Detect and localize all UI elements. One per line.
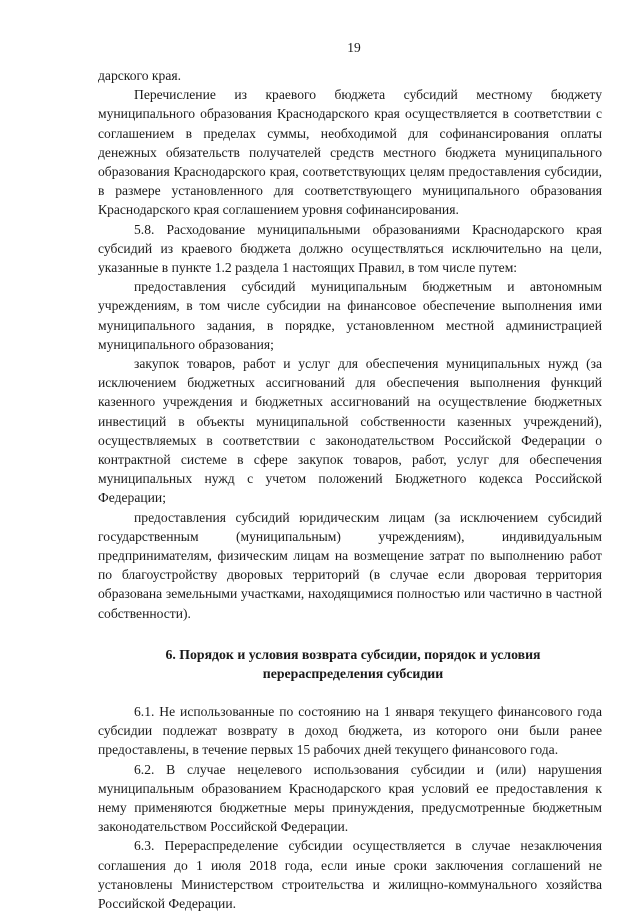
paragraph-transfer-subsidies: Перечисление из краевого бюджета субсидий местному бюджету муниципального образования Краснодарского края осуществляется в соответствии с соглашением в пределах суммы, необходимой для софинансирования оплаты денежных обязательств получателей средств местного бюджета муниципального образования Краснодарского края, соответствующих целям предоставления субсидии, в размере установленного для соответствующего муниципального образования Краснодарского края соглашением уровня софинансирования. bbox=[98, 87, 602, 218]
paragraph-5-8: 5.8. Расходование муниципальными образованиями Краснодарского края субсидий из краевого бюджета должно осуществляться исключительно на цели, указанные в пункте 1.2 раздела 1 настоящих Правил, в том числе путем: bbox=[98, 221, 602, 276]
paragraph-6-1: 6.1. Не использованные по состоянию на 1 января текущего финансового года субсидии подлежат возврату в доход бюджета, из которого они были ранее предоставлены, в течение первых 15 рабочих дней текущего финансового года. bbox=[98, 703, 602, 758]
paragraph-5-8-item-legal-entities: предоставления субсидий юридическим лицам (за исключением субсидий государственным (муниципальным) учреждениям), индивидуальным предпринимателям, физическим лицам на возмещение затрат по выполнению работ по благоустройству дворовых территорий (в случае если дворовая территория образована земельными участками, находящимися полностью или частично в частной собственности). bbox=[98, 509, 602, 621]
paragraph-6-3: 6.3. Перераспределение субсидии осуществляется в случае незаключения соглашения до 1 июля 2018 года, если иные сроки заключения соглашений не установлены Министерством строительства и жилищно-коммунального хозяйства Российской Федерации. bbox=[98, 838, 602, 911]
paragraph-6-2: 6.2. В случае нецелевого использования субсидии и (или) нарушения муниципальным образованием Краснодарского края условий ее предоставления к нему применяются бюджетные меры принуждения, предусмотренные бюджетным законодательством Российской Федерации. bbox=[98, 761, 602, 835]
page-number: 19 bbox=[347, 40, 361, 55]
paragraph-continuation: дарского края. bbox=[98, 68, 182, 83]
paragraph-5-8-item-procurement: закупок товаров, работ и услуг для обеспечения муниципальных нужд (за исключением бюджетных ассигнований для обеспечения выполнения функций казенного учреждения и бюджетных ассигнований на осуществление бюджетных инвестиций в объекты муниципальной собственности казенных учреждений), осуществляемых в соответствии с законодательством Российской Федерации о контрактной системе в сфере закупок товаров, работ, услуг для обеспечения муниципальных нужд с учетом положений Бюджетного кодекса Российской Федерации; bbox=[98, 356, 602, 506]
section-6-heading-line2: перераспределения субсидии bbox=[262, 666, 444, 682]
section-6-heading-line1: 6. Порядок и условия возврата субсидии, порядок и условия bbox=[165, 646, 541, 662]
paragraph-5-8-item-institutions: предоставления субсидий муниципальным бюджетным и автономным учреждениям, в том числе субсидии на финансовое обеспечение выполнения ими муниципального задания, в порядке, установленном местной администрацией муниципального образования; bbox=[98, 279, 602, 352]
section-6-heading bbox=[98, 645, 602, 684]
